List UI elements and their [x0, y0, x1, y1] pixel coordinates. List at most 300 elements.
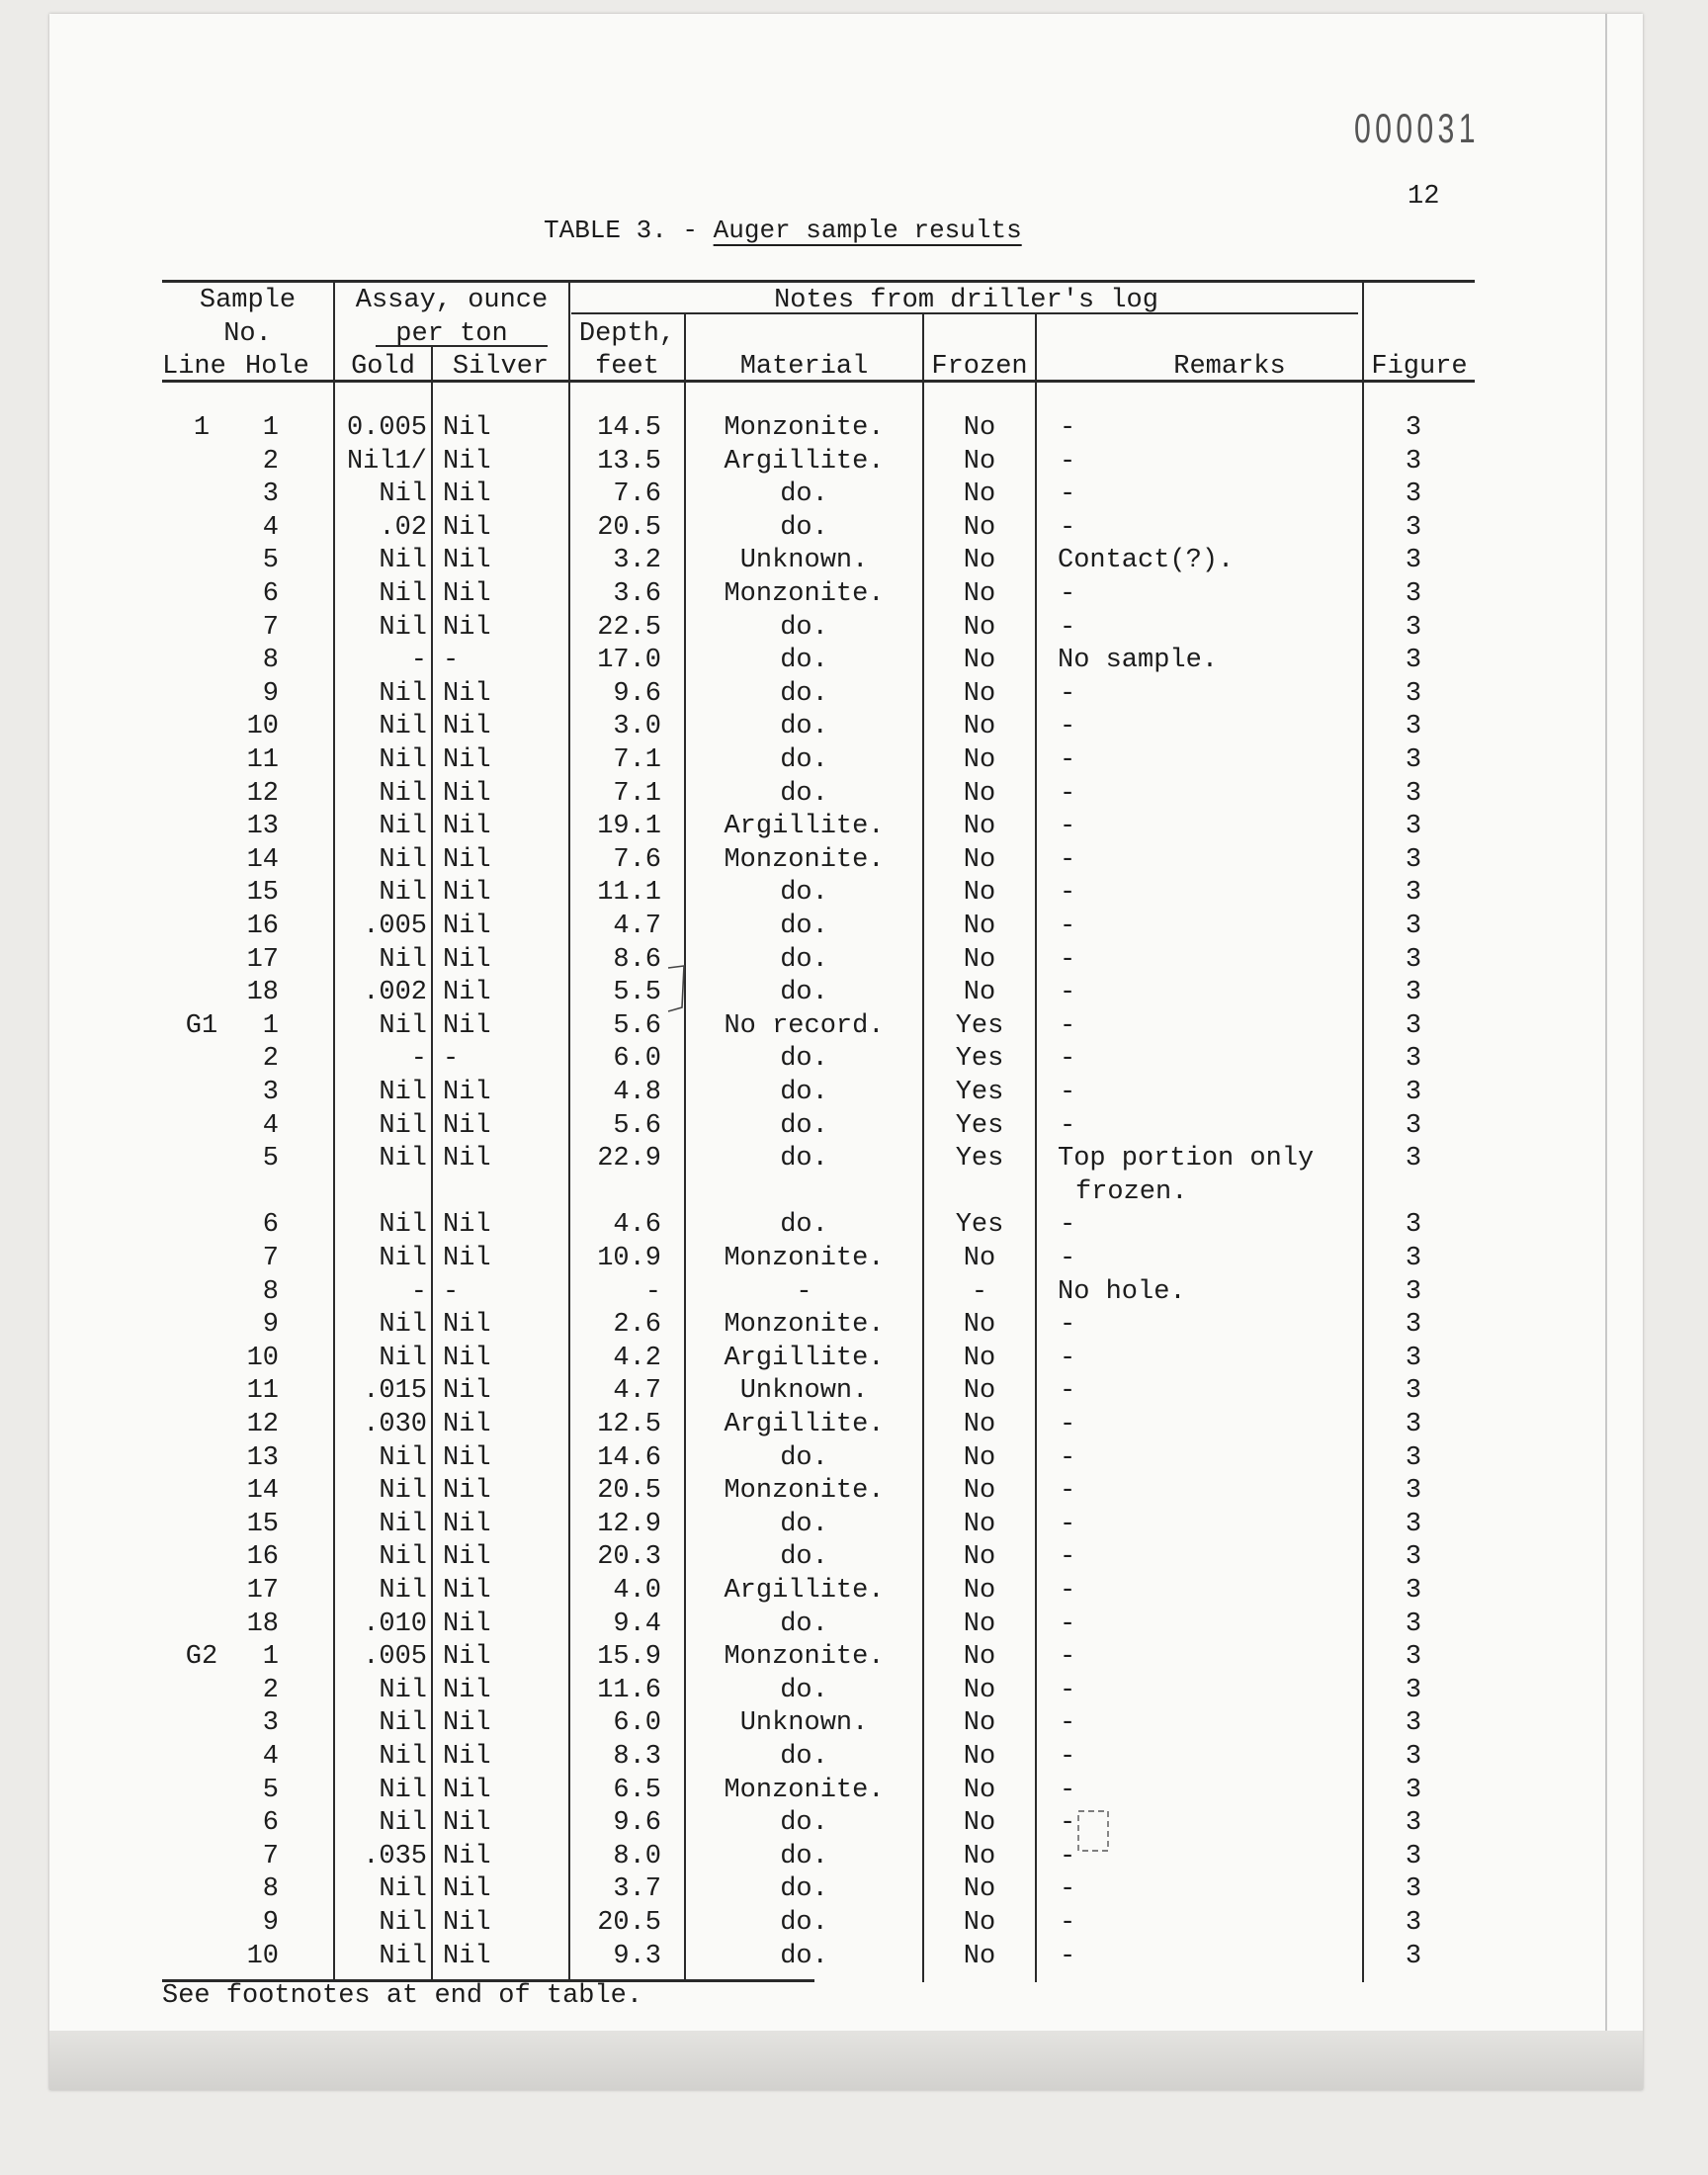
cell-figure: 3	[1405, 1210, 1422, 1241]
cell-silver: Nil	[443, 1110, 491, 1141]
cell-material: Unknown.	[739, 1708, 869, 1739]
cell-material: do.	[780, 1675, 828, 1705]
cell-gold: Nil	[379, 778, 427, 809]
cell-material: do.	[780, 1941, 828, 1971]
cell-frozen: Yes	[955, 1210, 1004, 1241]
cell-material: do.	[780, 512, 828, 543]
cell-frozen: No	[963, 1244, 996, 1273]
cell-material: do.	[780, 1908, 828, 1938]
cell-material: Monzonite.	[724, 1476, 885, 1507]
cell-silver: Nil	[443, 446, 491, 477]
cell-material: Argillite.	[724, 1576, 885, 1606]
cell-depth: 3.6	[613, 579, 661, 609]
cell-silver: Nil	[443, 778, 491, 809]
cell-figure: 3	[1405, 1642, 1422, 1673]
cell-figure: 3	[1405, 479, 1422, 510]
cell-remarks: -	[1060, 1576, 1076, 1606]
cell-figure: 3	[1405, 944, 1422, 975]
cell-figure: 3	[1405, 512, 1422, 543]
cell-hole: 11	[246, 745, 279, 775]
cell-hole: 3	[262, 479, 279, 510]
cell-remarks: -	[1060, 844, 1076, 875]
cell-silver: Nil	[443, 1310, 491, 1341]
cell-gold: Nil	[379, 1343, 427, 1373]
cell-frozen: No	[963, 1410, 996, 1439]
cell-hole: 5	[262, 1775, 279, 1805]
cell-frozen: No	[963, 1509, 996, 1539]
header-feet: feet	[595, 352, 659, 382]
cell-depth: 7.1	[613, 745, 661, 775]
cell-frozen: No	[963, 1775, 996, 1805]
cell-material: Unknown.	[739, 546, 869, 576]
cell-remarks: -	[1060, 612, 1076, 643]
cell-material: do.	[780, 1110, 828, 1141]
cell-remarks: -	[1060, 1708, 1076, 1739]
cell-silver: Nil	[443, 1410, 491, 1439]
cell-depth: 13.5	[597, 446, 661, 477]
cell-frozen: No	[963, 1343, 996, 1373]
cell-figure: 3	[1405, 978, 1422, 1008]
cell-hole: 6	[262, 1210, 279, 1241]
cell-figure: 3	[1405, 1144, 1422, 1174]
cell-silver: Nil	[443, 1874, 491, 1905]
cell-hole: 2	[262, 1044, 279, 1075]
cell-remarks: -	[1060, 1742, 1076, 1772]
cell-depth: 17.0	[597, 646, 661, 676]
header-per-ton: per ton	[395, 319, 508, 349]
cell-remarks: -	[1060, 1675, 1076, 1705]
cell-hole: 10	[246, 1343, 279, 1373]
cell-figure: 3	[1405, 1442, 1422, 1473]
cell-gold: Nil	[379, 479, 427, 510]
cell-material: do.	[780, 646, 828, 676]
cell-material: do.	[780, 712, 828, 742]
cell-hole: 13	[246, 812, 279, 842]
cell-remarks: -	[1060, 745, 1076, 775]
cell-depth: 14.5	[597, 413, 661, 443]
cell-frozen: No	[963, 878, 996, 909]
cell-frozen: No	[963, 1874, 996, 1905]
cell-gold: Nil	[379, 944, 427, 975]
cell-hole: 1	[262, 1642, 279, 1673]
cell-remarks: -	[1060, 1244, 1076, 1273]
cell-hole: 5	[262, 1144, 279, 1174]
cell-silver: Nil	[443, 1244, 491, 1273]
cell-gold: Nil	[379, 1509, 427, 1539]
cell-depth: 22.5	[597, 612, 661, 643]
cell-depth: 5.6	[613, 1110, 661, 1141]
cell-gold: .035	[363, 1841, 427, 1871]
cell-silver: Nil	[443, 546, 491, 576]
cell-hole: 7	[262, 1244, 279, 1273]
cell-line: G2	[185, 1642, 218, 1673]
cell-silver: Nil	[443, 579, 491, 609]
cell-depth: 4.7	[613, 1376, 661, 1407]
cell-depth: 4.0	[613, 1576, 661, 1606]
cell-figure: 3	[1405, 1742, 1422, 1772]
cell-gold: Nil	[379, 1675, 427, 1705]
col-divider-gold	[431, 345, 433, 1982]
cell-remarks: -	[1060, 1110, 1076, 1141]
cell-figure: 3	[1405, 546, 1422, 576]
cell-figure: 3	[1405, 1509, 1422, 1539]
cell-material: do.	[780, 1542, 828, 1573]
cell-figure: 3	[1405, 579, 1422, 609]
cell-hole: 10	[246, 712, 279, 742]
cell-hole: 3	[262, 1708, 279, 1739]
cell-depth: 10.9	[597, 1244, 661, 1273]
cell-silver: Nil	[443, 1010, 491, 1041]
cell-figure: 3	[1405, 1376, 1422, 1407]
cell-hole: 18	[246, 978, 279, 1008]
cell-frozen: No	[963, 579, 996, 609]
cell-hole: 4	[262, 512, 279, 543]
cell-depth: 8.6	[613, 944, 661, 975]
cell-figure: 3	[1405, 1708, 1422, 1739]
cell-figure: 3	[1405, 646, 1422, 676]
cell-material: do.	[780, 1144, 828, 1174]
cell-gold: Nil	[379, 1310, 427, 1341]
handwritten-correction-mark	[633, 964, 692, 1023]
cell-gold: Nil	[379, 844, 427, 875]
cell-gold: Nil	[379, 1908, 427, 1938]
scan-bottom-edge	[49, 2031, 1643, 2090]
cell-material: do.	[780, 878, 828, 909]
cell-material: do.	[780, 1874, 828, 1905]
cell-figure: 3	[1405, 1343, 1422, 1373]
cell-figure: 3	[1405, 878, 1422, 909]
cell-gold: Nil	[379, 1808, 427, 1839]
cell-silver: Nil	[443, 944, 491, 975]
cell-figure: 3	[1405, 1808, 1422, 1839]
cell-frozen: No	[963, 1908, 996, 1938]
cell-remarks: No sample.	[1058, 646, 1219, 676]
cell-figure: 3	[1405, 1476, 1422, 1507]
cell-material: do.	[780, 1742, 828, 1772]
cell-depth: 4.8	[613, 1078, 661, 1107]
cell-figure: 3	[1405, 1276, 1422, 1307]
cell-silver: Nil	[443, 1144, 491, 1174]
cell-frozen: No	[963, 1841, 996, 1871]
cell-figure: 3	[1405, 1110, 1422, 1141]
cell-depth: 9.6	[613, 1808, 661, 1839]
cell-remarks: -	[1060, 1841, 1076, 1871]
cell-hole: 13	[246, 1442, 279, 1473]
cell-hole: 7	[262, 612, 279, 643]
cell-gold: Nil	[379, 612, 427, 643]
cell-remarks: Contact(?).	[1058, 546, 1235, 576]
cell-figure: 3	[1405, 1941, 1422, 1971]
cell-depth: 19.1	[597, 812, 661, 842]
cell-depth: 8.3	[613, 1742, 661, 1772]
cell-gold: Nil	[379, 1742, 427, 1772]
cell-material: Monzonite.	[724, 1642, 885, 1673]
cell-material: do.	[780, 1078, 828, 1107]
cell-frozen: No	[963, 678, 996, 709]
header-silver: Silver	[452, 352, 550, 382]
cell-remarks: -	[1060, 912, 1076, 941]
cell-silver: Nil	[443, 978, 491, 1008]
cell-frozen: No	[963, 745, 996, 775]
cell-remarks: -	[1060, 1609, 1076, 1639]
cell-silver: Nil	[443, 1078, 491, 1107]
cell-material: Monzonite.	[724, 1310, 885, 1341]
cell-silver: Nil	[443, 912, 491, 941]
cell-frozen: No	[963, 446, 996, 477]
cell-figure: 3	[1405, 1609, 1422, 1639]
cell-depth: 9.3	[613, 1941, 661, 1971]
table-title	[544, 216, 1022, 245]
cell-frozen: No	[963, 912, 996, 941]
cell-frozen: No	[963, 1941, 996, 1971]
cell-silver: Nil	[443, 1476, 491, 1507]
cell-frozen: No	[963, 1642, 996, 1673]
cell-hole: 16	[246, 912, 279, 941]
cell-depth: 6.0	[613, 1044, 661, 1075]
cell-remarks: -	[1060, 1044, 1076, 1075]
cell-remarks: -	[1060, 712, 1076, 742]
cell-remarks: -	[1060, 1078, 1076, 1107]
cell-figure: 3	[1405, 1010, 1422, 1041]
cell-remarks: -	[1060, 1442, 1076, 1473]
cell-figure: 3	[1405, 678, 1422, 709]
cell-remarks: -	[1060, 778, 1076, 809]
cell-silver: Nil	[443, 1442, 491, 1473]
cell-remarks: -	[1060, 678, 1076, 709]
cell-gold: Nil	[379, 1941, 427, 1971]
cell-frozen: No	[963, 1609, 996, 1639]
cell-hole: 12	[246, 778, 279, 809]
cell-gold: Nil	[379, 1874, 427, 1905]
cell-frozen: No	[963, 1310, 996, 1341]
cell-gold: .005	[363, 1642, 427, 1673]
cell-depth: 20.5	[597, 1476, 661, 1507]
cell-hole: 17	[246, 944, 279, 975]
cell-silver: Nil	[443, 1642, 491, 1673]
cell-gold: Nil	[379, 1442, 427, 1473]
cell-material: Monzonite.	[724, 1775, 885, 1805]
header-depth: Depth,	[578, 319, 676, 349]
cell-material: do.	[780, 1210, 828, 1241]
cell-hole: 9	[262, 678, 279, 709]
cell-material: do.	[780, 1808, 828, 1839]
header-remarks: Remarks	[1173, 352, 1286, 382]
cell-hole: 1	[262, 1010, 279, 1041]
footnote-reference: See footnotes at end of table.	[162, 1981, 643, 2011]
cell-remarks: -	[1060, 1908, 1076, 1938]
cell-remarks: -	[1060, 413, 1076, 443]
cell-figure: 3	[1405, 612, 1422, 643]
page-number: 12	[1408, 182, 1440, 212]
cell-figure: 3	[1405, 912, 1422, 941]
cell-depth: 7.6	[613, 479, 661, 510]
cell-gold: .002	[363, 978, 427, 1008]
cell-hole: 2	[262, 1675, 279, 1705]
cell-frozen: No	[963, 1576, 996, 1606]
cell-hole: 14	[246, 844, 279, 875]
header-sample: Sample	[199, 286, 297, 315]
cell-hole: 3	[262, 1078, 279, 1107]
cell-frozen: No	[963, 978, 996, 1008]
table-title-prefix: TABLE 3. -	[544, 216, 714, 245]
cell-hole: 10	[246, 1941, 279, 1971]
cell-depth: 11.6	[597, 1675, 661, 1705]
header-gold: Gold	[351, 352, 415, 382]
cell-frozen: No	[963, 1808, 996, 1839]
header-frozen: Frozen	[931, 352, 1028, 382]
cell-gold: Nil	[379, 1010, 427, 1041]
cell-frozen: No	[963, 1742, 996, 1772]
cell-frozen: No	[963, 612, 996, 643]
header-notes: Notes from driller's log	[774, 286, 1158, 315]
cell-material: No record.	[724, 1010, 885, 1041]
cell-material: do.	[780, 944, 828, 975]
cell-figure: 3	[1405, 778, 1422, 809]
cell-silver: -	[443, 1276, 460, 1307]
cell-remarks: -	[1060, 1010, 1076, 1041]
cell-material: do.	[780, 912, 828, 941]
cell-remarks: -	[1060, 1410, 1076, 1439]
cell-material: Unknown.	[739, 1376, 869, 1407]
cell-hole: 8	[262, 1874, 279, 1905]
cell-hole: 18	[246, 1609, 279, 1639]
cell-gold: Nil	[379, 1542, 427, 1573]
cell-material: Monzonite.	[724, 844, 885, 875]
cell-silver: Nil	[443, 878, 491, 909]
cell-depth: 12.5	[597, 1410, 661, 1439]
cell-figure: 3	[1405, 745, 1422, 775]
cell-depth: 15.9	[597, 1642, 661, 1673]
cell-remarks: -	[1060, 446, 1076, 477]
cell-silver: Nil	[443, 745, 491, 775]
cell-depth: 7.6	[613, 844, 661, 875]
cell-figure: 3	[1405, 1410, 1422, 1439]
cell-depth: 4.2	[613, 1343, 661, 1373]
cell-remarks: -	[1060, 1343, 1076, 1373]
cell-silver: Nil	[443, 512, 491, 543]
cell-hole: 15	[246, 1509, 279, 1539]
cell-silver: Nil	[443, 1808, 491, 1839]
cell-frozen: No	[963, 944, 996, 975]
cell-hole: 1	[262, 413, 279, 443]
cell-frozen: No	[963, 1708, 996, 1739]
cell-hole: 7	[262, 1841, 279, 1871]
cell-silver: Nil	[443, 1343, 491, 1373]
cell-material: do.	[780, 1509, 828, 1539]
cell-remarks: -	[1060, 1808, 1076, 1839]
cell-frozen: -	[971, 1276, 988, 1307]
cell-figure: 3	[1405, 1775, 1422, 1805]
cell-gold: Nil	[379, 579, 427, 609]
cell-silver: Nil	[443, 1908, 491, 1938]
cell-silver: Nil	[443, 1576, 491, 1606]
cell-frozen: No	[963, 812, 996, 842]
cell-frozen: No	[963, 479, 996, 510]
cell-remarks: -	[1060, 1874, 1076, 1905]
cell-frozen: No	[963, 546, 996, 576]
cell-depth: 2.6	[613, 1310, 661, 1341]
cell-figure: 3	[1405, 1078, 1422, 1107]
handwritten-box-mark	[1072, 1807, 1116, 1857]
cell-hole: 6	[262, 579, 279, 609]
cell-silver: Nil	[443, 844, 491, 875]
cell-material: do.	[780, 678, 828, 709]
cell-gold: -	[410, 646, 427, 676]
table-title-underlined: Auger sample results	[713, 216, 1022, 245]
cell-depth: 14.6	[597, 1442, 661, 1473]
cell-remarks: -	[1060, 1509, 1076, 1539]
cell-material: do.	[780, 479, 828, 510]
cell-frozen: Yes	[955, 1044, 1004, 1075]
cell-frozen: No	[963, 1542, 996, 1573]
cell-gold: 0.005	[346, 413, 427, 443]
cell-material: Monzonite.	[724, 413, 885, 443]
cell-gold: .010	[363, 1609, 427, 1639]
cell-frozen: No	[963, 1476, 996, 1507]
cell-hole: 8	[262, 1276, 279, 1307]
cell-depth: 5.6	[613, 1010, 661, 1041]
cell-hole: 16	[246, 1542, 279, 1573]
cell-frozen: No	[963, 646, 996, 676]
scan-edge-line	[1605, 14, 1607, 2090]
cell-material: do.	[780, 778, 828, 809]
cell-depth: 7.1	[613, 778, 661, 809]
cell-figure: 3	[1405, 1310, 1422, 1341]
cell-depth: 4.7	[613, 912, 661, 941]
cell-silver: Nil	[443, 1941, 491, 1971]
cell-figure: 3	[1405, 1675, 1422, 1705]
cell-figure: 3	[1405, 413, 1422, 443]
document-stamp-number: 000031	[1354, 105, 1480, 151]
cell-remarks: -	[1060, 812, 1076, 842]
cell-figure: 3	[1405, 812, 1422, 842]
cell-figure: 3	[1405, 1874, 1422, 1905]
cell-remarks: -	[1060, 1941, 1076, 1971]
cell-depth: 22.9	[597, 1144, 661, 1174]
cell-depth: 20.5	[597, 1908, 661, 1938]
cell-silver: Nil	[443, 612, 491, 643]
cell-gold: Nil	[379, 745, 427, 775]
cell-gold: Nil	[379, 678, 427, 709]
cell-remarks: -	[1060, 479, 1076, 510]
cell-frozen: No	[963, 1442, 996, 1473]
cell-hole: 9	[262, 1310, 279, 1341]
cell-remarks: -	[1060, 1542, 1076, 1573]
cell-hole: 15	[246, 878, 279, 909]
cell-frozen: No	[963, 413, 996, 443]
cell-frozen: Yes	[955, 1010, 1004, 1041]
cell-remarks: -	[1060, 944, 1076, 975]
cell-remarks: Top portion only	[1058, 1144, 1315, 1174]
cell-figure: 3	[1405, 1908, 1422, 1938]
cell-hole: 12	[246, 1410, 279, 1439]
cell-frozen: No	[963, 844, 996, 875]
cell-material: do.	[780, 978, 828, 1008]
cell-hole: 9	[262, 1908, 279, 1938]
cell-frozen: Yes	[955, 1110, 1004, 1141]
cell-gold: Nil	[379, 546, 427, 576]
cell-gold: Nil	[379, 1775, 427, 1805]
cell-depth: 8.0	[613, 1841, 661, 1871]
cell-figure: 3	[1405, 1841, 1422, 1871]
cell-frozen: No	[963, 1376, 996, 1407]
cell-remarks: -	[1060, 978, 1076, 1008]
cell-gold: .015	[363, 1376, 427, 1407]
cell-silver: Nil	[443, 678, 491, 709]
cell-remarks: -	[1060, 878, 1076, 909]
cell-silver: Nil	[443, 1742, 491, 1772]
cell-silver: Nil	[443, 1775, 491, 1805]
